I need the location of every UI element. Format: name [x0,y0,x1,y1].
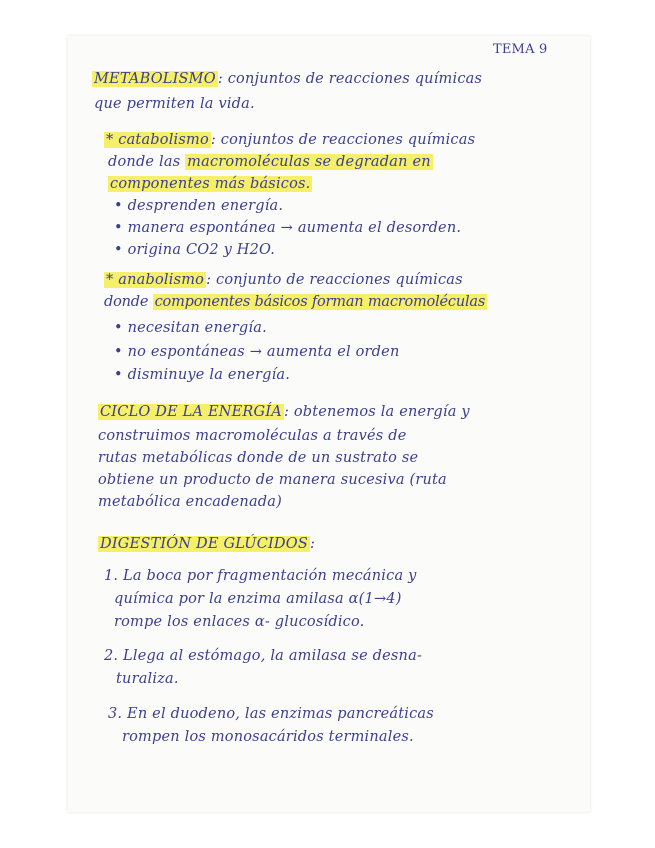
metabolismo-definition: : conjuntos de reacciones químicas [217,71,483,87]
highlight-metabolismo: METABOLISMO [94,71,216,87]
anabolismo-line-2 [104,294,487,310]
anabolismo-text: donde [104,294,153,310]
catabolismo-line-2 [108,154,433,170]
ciclo-line-5: metabólica encadenada) [98,494,282,510]
digestion-step-1-line-2: química por la enzima amilasa α(1→4) [114,591,402,607]
catabolismo-bullet-1: • desprenden energía. [114,198,283,214]
page-number: TEMA 9 [493,42,548,57]
catabolismo-definition: : conjuntos de reacciones químicas [210,132,476,148]
heading-digestion-glucidos [98,536,315,552]
highlight-componentes: componentes más básicos. [110,176,311,192]
anabolismo-bullet-2: • no espontáneas → aumenta el orden [114,344,399,360]
ciclo-line-2: construimos macromoléculas a través de [98,428,407,444]
digestion-step-1-line-3: rompe los enlaces α- glucosídico. [114,614,365,630]
catabolismo-bullet-2: • manera espontánea → aumenta el desorden. [114,220,461,236]
anabolismo-definition: : conjunto de reacciones químicas [206,272,463,288]
heading-catabolismo [104,132,475,148]
heading-metabolismo [92,71,482,87]
anabolismo-bullet-3: • disminuye la energía. [114,367,290,383]
ciclo-energia-definition: : obtenemos la energía y [283,404,470,420]
highlight-anabolismo: * anabolismo [106,272,205,288]
ciclo-line-3: rutas metabólicas donde de un sustrato se [98,450,419,466]
heading-ciclo-energia [98,404,470,420]
ciclo-line-4: obtiene un producto de manera sucesiva (ruta [98,472,447,488]
highlight-macromoleculas: macromoléculas se degradan en [187,154,431,170]
catabolismo-line-3 [108,176,312,192]
notebook-page [68,36,590,812]
highlight-ciclo-energia: CICLO DE LA ENERGÍA [100,404,282,420]
anabolismo-bullet-1: • necesitan energía. [114,320,267,336]
highlight-componentes-basicos: componentes básicos forman macromoléculas [154,294,486,310]
metabolismo-line-2: que permiten la vida. [94,96,255,112]
heading-colon: : [309,536,316,552]
catabolismo-text: donde las [108,154,186,170]
digestion-step-2-line-2: turaliza. [116,671,179,687]
digestion-step-3-line-2: rompen los monosacáridos terminales. [122,729,414,745]
highlight-catabolismo: * catabolismo [106,132,209,148]
highlight-digestion: DIGESTIÓN DE GLÚCIDOS [100,536,308,552]
digestion-step-3-line-1: 3. En el duodeno, las enzimas pancreáticas [108,706,434,722]
heading-anabolismo [104,272,463,288]
digestion-step-2-line-1: 2. Llega al estómago, la amilasa se desna- [104,648,423,664]
catabolismo-bullet-3: • origina CO2 y H2O. [114,242,275,258]
digestion-step-1-line-1: 1. La boca por fragmentación mecánica y [104,568,417,584]
